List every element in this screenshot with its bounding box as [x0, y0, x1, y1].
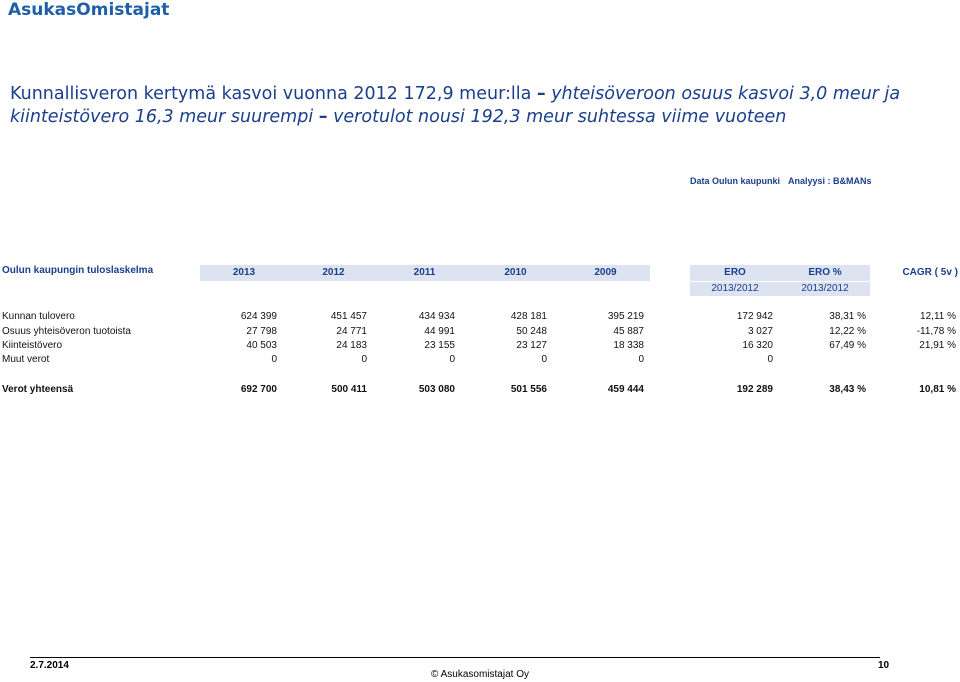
cell-2009: 45 887 [613, 326, 644, 337]
cell-cagr: -11,78 % [916, 326, 956, 337]
col-subheader-ero-pct: 2013/2012 [780, 282, 870, 296]
headline-part-3: verotulot nousi 192,3 meur suhtessa viime vuoteen [327, 107, 787, 127]
cell-ero: 172 942 [736, 311, 773, 322]
headline-part-2: yhteisöveroon osuus kasvoi 3,0 meur ja kiinteistövero 16,3 meur suurempi [10, 84, 901, 127]
cell-2010: 23 127 [516, 340, 547, 351]
source-data: Data Oulun kaupunki [690, 176, 781, 186]
table-total-row [0, 382, 960, 397]
cell-2009: 18 338 [613, 340, 644, 351]
table-title: Oulun kaupungin tuloslaskelma [2, 265, 154, 276]
col-subheader-ero: 2013/2012 [690, 282, 780, 296]
col-header-cagr: CAGR ( 5v ) [902, 267, 958, 278]
cell-ero-pct: 67,49 % [829, 340, 866, 351]
brand-part-2: Omistajat [76, 0, 170, 20]
cell-cagr: 10,81 % [919, 384, 956, 395]
footer-divider [30, 657, 880, 658]
cell-2011: 434 934 [418, 311, 455, 322]
row-label: Muut verot [2, 354, 50, 365]
footer-copyright: © Asukasomistajat Oy [431, 669, 529, 680]
col-header-2011: 2011 [379, 265, 470, 281]
cell-2009: 459 444 [607, 384, 644, 395]
cell-2010: 0 [541, 354, 547, 365]
cell-2010: 50 248 [516, 326, 547, 337]
headline-dash-2: – [318, 107, 328, 127]
row-label: Osuus yhteisöveron tuotoista [2, 326, 131, 337]
headline-part-1: Kunnallisveron kertymä kasvoi vuonna 2012 172,9 meur:lla [10, 84, 537, 104]
row-label: Kunnan tulovero [2, 311, 75, 322]
cell-ero: 0 [767, 354, 773, 365]
footer-page-number: 10 [878, 660, 890, 671]
cell-2012: 24 183 [336, 340, 367, 351]
cell-2013: 0 [271, 354, 277, 365]
cell-2012: 24 771 [336, 326, 367, 337]
cell-2011: 0 [449, 354, 455, 365]
col-header-2010: 2010 [470, 265, 561, 281]
cell-2009: 395 219 [607, 311, 644, 322]
cell-2009: 0 [638, 354, 644, 365]
cell-2011: 44 991 [424, 326, 455, 337]
brand-logo [8, 0, 169, 20]
col-header-2013: 2013 [200, 265, 288, 281]
cell-2010: 428 181 [510, 311, 547, 322]
cell-2012: 0 [361, 354, 367, 365]
cell-2011: 23 155 [424, 340, 455, 351]
table-row [0, 309, 960, 324]
total-label: Verot yhteensä [2, 384, 74, 395]
cell-ero-pct: 38,43 % [829, 384, 866, 395]
cell-cagr: 12,11 % [920, 311, 956, 322]
table-row [0, 352, 960, 367]
cell-cagr: 21,91 % [919, 340, 956, 351]
headline [10, 83, 950, 129]
cell-ero: 192 289 [736, 384, 773, 395]
brand-part-1: Asukas [8, 0, 77, 20]
col-header-2009: 2009 [561, 265, 650, 281]
cell-2013: 624 399 [240, 311, 277, 322]
cell-ero-pct: 12,22 % [829, 326, 866, 337]
source-analysis: Analyysi : B&MANs [788, 176, 872, 186]
col-header-ero: ERO [690, 265, 780, 281]
col-header-2012: 2012 [288, 265, 379, 281]
col-header-ero-pct: ERO % [780, 265, 870, 281]
cell-2013: 27 798 [246, 326, 277, 337]
cell-2012: 500 411 [331, 384, 367, 395]
table-row [0, 338, 960, 353]
row-label: Kiinteistövero [2, 340, 63, 351]
cell-2013: 692 700 [240, 384, 277, 395]
cell-ero: 3 027 [747, 326, 773, 337]
table-row [0, 324, 960, 339]
cell-ero-pct: 38,31 % [829, 311, 866, 322]
cell-2013: 40 503 [246, 340, 277, 351]
footer-date: 2.7.2014 [30, 660, 69, 671]
cell-ero: 16 320 [742, 340, 773, 351]
cell-2010: 501 556 [510, 384, 547, 395]
cell-2011: 503 080 [418, 384, 455, 395]
headline-dash-1: – [536, 84, 546, 104]
cell-2012: 451 457 [330, 311, 367, 322]
